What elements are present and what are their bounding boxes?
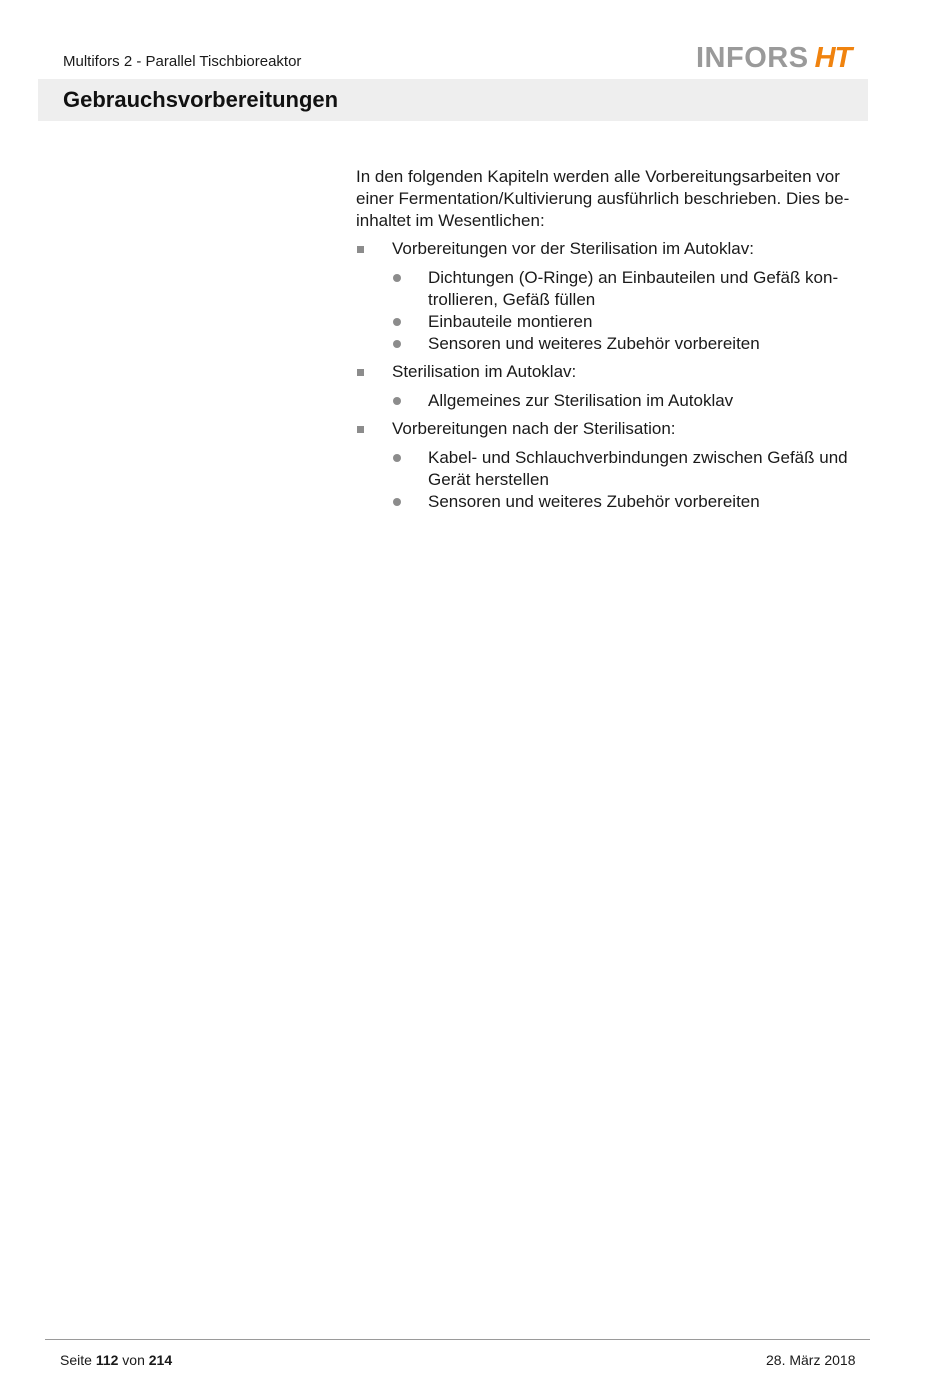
infors-ht-logo xyxy=(696,42,851,75)
main-content xyxy=(356,166,866,519)
round-bullet-icon xyxy=(393,274,401,282)
page-current: 112 xyxy=(95,1352,119,1368)
list-item xyxy=(392,447,866,491)
footer-date: 28. März 2018 xyxy=(766,1352,856,1368)
round-bullet-icon xyxy=(393,397,401,405)
square-bullet-icon xyxy=(357,369,364,376)
logo-word: INFORS xyxy=(696,42,809,74)
logo-mark: HT xyxy=(814,42,852,74)
list-item xyxy=(392,390,866,412)
list-item-text: Allgemeines zur Sterilisation im Autoklav xyxy=(428,391,734,410)
chapter-header-bar xyxy=(38,79,868,121)
list-item-text: Sensoren und weiteres Zubehör vorbereiten xyxy=(428,334,760,353)
list-section xyxy=(356,238,866,355)
list-section xyxy=(356,361,866,412)
sub-list xyxy=(392,447,866,513)
square-bullet-icon xyxy=(357,426,364,433)
square-bullet-icon xyxy=(357,246,364,253)
page-of: von xyxy=(122,1352,145,1368)
section-label: Vorbereitungen vor der Sterilisation im Autoklav: xyxy=(392,239,754,258)
page-label: Seite xyxy=(60,1352,92,1368)
sub-list xyxy=(392,267,866,355)
sub-list xyxy=(392,390,866,412)
round-bullet-icon xyxy=(393,340,401,348)
round-bullet-icon xyxy=(393,498,401,506)
page-number xyxy=(60,1352,172,1368)
list-item-text: Sensoren und weiteres Zubehör vorbereiten xyxy=(428,492,760,511)
document-title: Multifors 2 - Parallel Tischbioreaktor xyxy=(63,53,302,70)
list-item-text: Einbauteile montieren xyxy=(428,312,593,331)
list-section xyxy=(356,418,866,513)
round-bullet-icon xyxy=(393,454,401,462)
footer-divider xyxy=(45,1339,870,1340)
section-label: Sterilisation im Autoklav: xyxy=(392,362,577,381)
round-bullet-icon xyxy=(393,318,401,326)
page-total: 214 xyxy=(148,1352,173,1368)
list-item-text: Kabel- und Schlauchverbindungen zwischen Gefäß und Gerät herstellen xyxy=(428,448,848,489)
list-item xyxy=(392,267,866,311)
list-item xyxy=(392,333,866,355)
section-label: Vorbereitungen nach der Sterilisation: xyxy=(392,419,676,438)
intro-paragraph: In den folgenden Kapiteln werden alle Vorbereitungsarbeiten vor einer Fermentation/Kultivierung ausführlich beschrieben. Dies be-inhaltet im Wesentlichen: xyxy=(356,167,850,230)
list-item-text: Dichtungen (O-Ringe) an Einbauteilen und Gefäß kon-trollieren, Gefäß füllen xyxy=(428,268,839,309)
chapter-title: Gebrauchsvorbereitungen xyxy=(63,87,339,112)
list-item xyxy=(392,491,866,513)
preparation-list xyxy=(356,238,866,513)
list-item xyxy=(392,311,866,333)
